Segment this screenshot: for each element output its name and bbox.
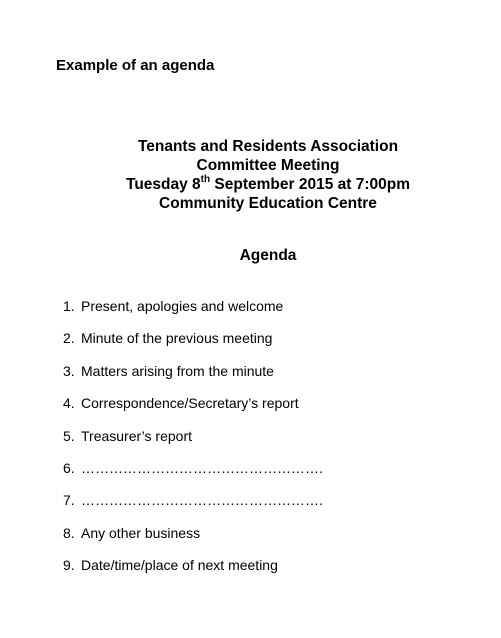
- meeting-date-ordinal: th: [200, 173, 211, 185]
- meeting-date-rest: September 2015 at 7:00pm: [210, 176, 410, 193]
- agenda-item-text: Date/time/place of next meeting: [81, 557, 278, 574]
- agenda-item-number: 7.: [63, 492, 75, 509]
- meeting-date: [0, 175, 501, 194]
- agenda-item-number: 1.: [63, 298, 75, 314]
- agenda-list: [63, 297, 323, 589]
- agenda-item-text: Any other business: [81, 524, 201, 541]
- agenda-item-text: Treasurer’s report: [81, 427, 193, 444]
- agenda-item-text: Minute of the previous meeting: [81, 330, 273, 347]
- agenda-item: [63, 394, 323, 426]
- meeting-header: [0, 137, 501, 213]
- agenda-item-number: 6.: [63, 459, 75, 476]
- meeting-title: Committee Meeting: [196, 157, 340, 174]
- agenda-item: [63, 329, 323, 361]
- agenda-item-placeholder: …………………………………………….: [81, 492, 323, 509]
- agenda-item-number: 2.: [63, 330, 75, 347]
- agenda-item: [63, 491, 323, 523]
- meeting-venue: Community Education Centre: [159, 195, 377, 212]
- organisation-name: Tenants and Residents Association: [137, 138, 399, 155]
- meeting-date-prefix: Tuesday 8: [126, 176, 201, 193]
- agenda-heading: Agenda: [239, 247, 297, 264]
- agenda-item-text: Present, apologies and welcome: [81, 298, 284, 314]
- agenda-item: [63, 427, 323, 459]
- agenda-item: [63, 524, 323, 556]
- document-label: Example of an agenda: [56, 57, 215, 74]
- agenda-item-placeholder: …………………………………………….: [81, 459, 323, 476]
- agenda-item: [63, 362, 323, 394]
- agenda-item-number: 5.: [63, 427, 75, 444]
- agenda-item-text: Matters arising from the minute: [81, 362, 274, 379]
- agenda-item: [63, 459, 323, 491]
- agenda-item-number: 9.: [63, 557, 75, 574]
- agenda-item: [63, 297, 323, 329]
- agenda-item-number: 3.: [63, 362, 75, 379]
- agenda-item-number: 4.: [63, 395, 75, 412]
- agenda-item-text: Correspondence/Secretary’s report: [81, 395, 299, 412]
- agenda-item-number: 8.: [63, 524, 75, 541]
- agenda-item: [63, 556, 323, 588]
